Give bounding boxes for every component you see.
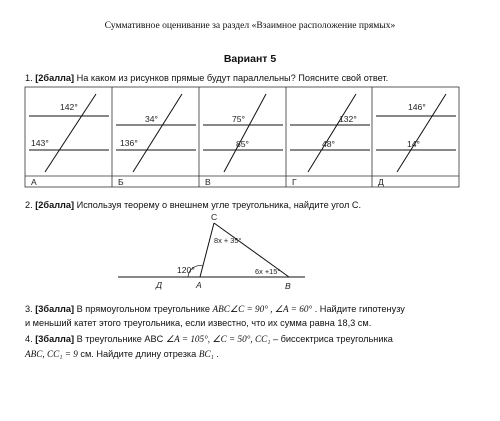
q3-text-b: . Найдите гипотенузу	[314, 304, 405, 314]
fig-b-angle-bottom: 136°	[120, 138, 138, 148]
q3-number: 3.	[25, 304, 33, 314]
fig-g-label: Г	[292, 177, 297, 187]
q4-math-3: BC₁	[198, 349, 214, 359]
fig-d-angle-top: 146°	[408, 102, 426, 112]
angle-c-label: 8x + 35°	[214, 236, 242, 245]
q3-text-a: В прямоугольном треугольнике	[76, 304, 210, 314]
fig-g-angle-top: 132°	[339, 114, 357, 124]
exterior-angle-label: 120°	[177, 265, 195, 275]
q2-question: Используя теорему о внешнем угле треугольника, найдите угол C.	[76, 200, 362, 210]
fig-g-angle-bottom: 48°	[322, 139, 335, 149]
q3-line-2: и меньший катет этого треугольника, если известно, что их сумма равна 18,3 см.	[25, 318, 372, 328]
fig-d-label: Д	[378, 177, 384, 187]
point-d-label: Д	[156, 280, 163, 290]
q4-text-d: .	[216, 349, 219, 359]
fig-b-angle-top: 34°	[145, 114, 158, 124]
figure-g	[290, 94, 370, 172]
q4-number: 4.	[25, 334, 33, 344]
vertex-c-label: C	[211, 212, 218, 222]
q4-text-b: – биссектриса треугольника	[273, 334, 393, 344]
vertex-b-label: B	[285, 281, 291, 291]
fig-d-angle-bottom: 14°	[407, 139, 420, 149]
variant-title: Вариант 5	[223, 53, 277, 65]
figure-b	[116, 94, 196, 172]
q4-points: [3балла]	[35, 334, 75, 344]
fig-v-label: В	[205, 177, 211, 187]
q1-figures-table	[25, 87, 459, 187]
q3-points: [3балла]	[35, 304, 75, 314]
fig-v-angle-bottom: 85°	[236, 139, 249, 149]
q4-math-1: ∠A = 105°, ∠C = 50°, CC₁	[165, 334, 271, 344]
q4-text-a: В треугольнике ABC	[76, 334, 164, 344]
fig-a-angle-bottom: 143°	[31, 138, 49, 148]
vertex-a-label: A	[196, 280, 202, 290]
angle-b-label: 6x +15°	[255, 267, 281, 276]
q4-text-c: см. Найдите длину отрезка	[80, 349, 197, 359]
fig-b-label: Б	[118, 177, 124, 187]
fig-v-angle-top: 75°	[232, 114, 245, 124]
q1-points: [2балла]	[35, 73, 75, 83]
fig-a-label: А	[31, 177, 37, 187]
q2-points: [2балла]	[35, 200, 75, 210]
fig-a-angle-top: 142°	[60, 102, 78, 112]
q1-question: На каком из рисунков прямые будут параллельны? Поясните свой ответ.	[76, 73, 389, 83]
q3-math: ABC∠C = 90° , ∠A = 60°	[212, 304, 313, 314]
figure-v	[203, 94, 283, 172]
q4-math-2: ABC, CC₁ = 9	[25, 349, 78, 359]
q2-number: 2.	[25, 200, 33, 210]
q1-number: 1.	[25, 73, 33, 83]
worksheet-header: Суммативное оценивание за раздел «Взаимное расположение прямых»	[104, 20, 396, 31]
